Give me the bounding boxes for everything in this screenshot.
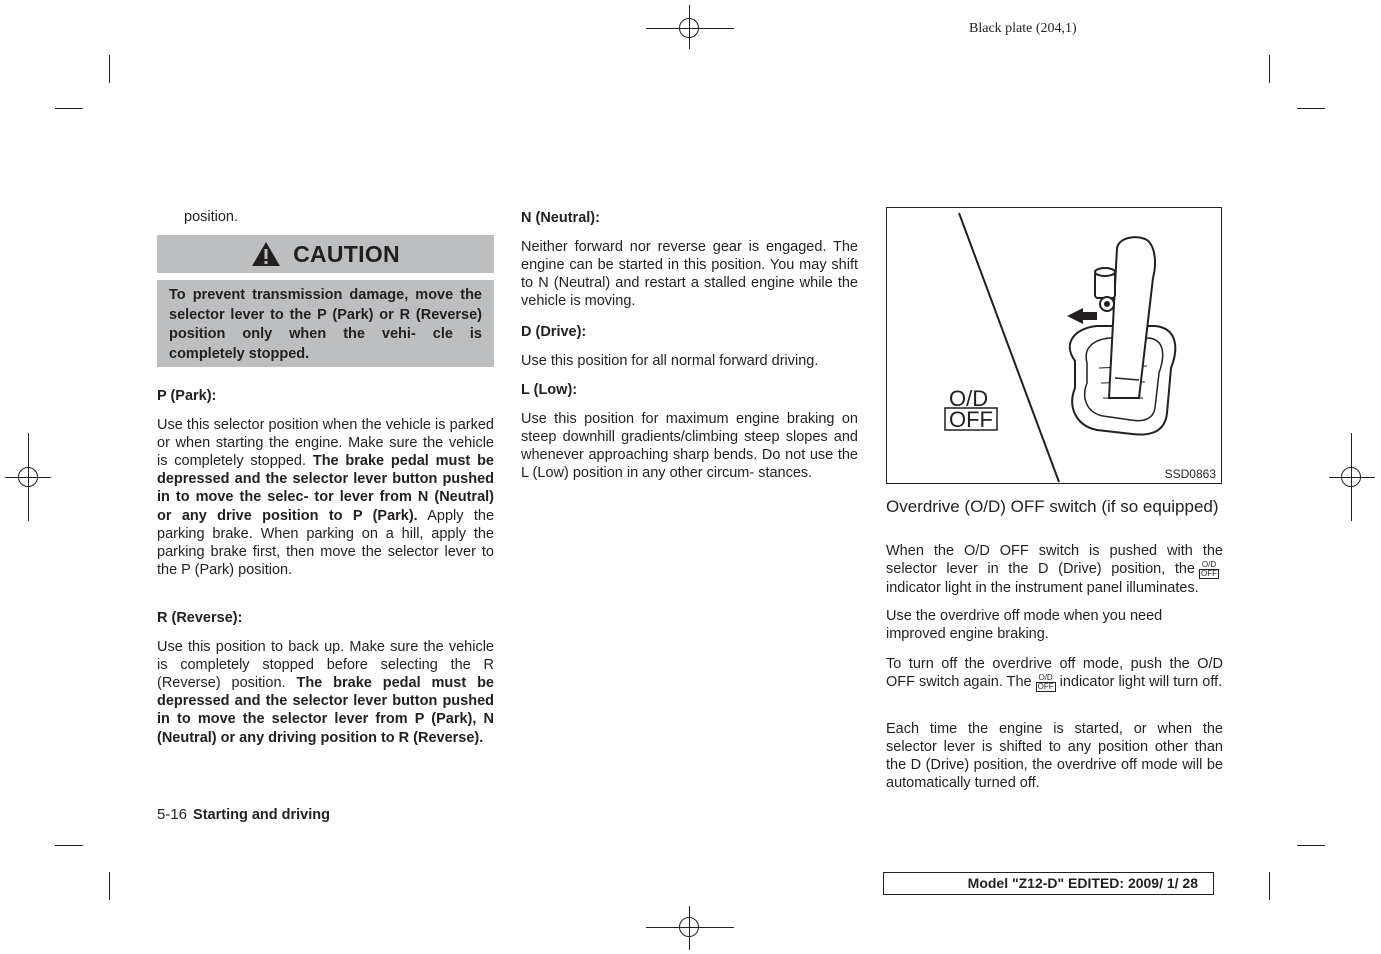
caution-label: CAUTION [293,240,400,267]
reverse-heading: R (Reverse): [157,610,243,626]
od-off-indicator-icon [1036,674,1056,692]
model-edited-box: Model "Z12-D" EDITED: 2009/ 1/ 28 [883,872,1214,895]
od-p1-text-a: When the O/D OFF switch is pushed with the selector lever in the D (Drive) position, the [886,543,1223,578]
reverse-text: Use this position to back up. Make sure the vehicle is completely stopped before selecting the R (Reverse) position. [157,639,494,692]
page-footer [157,806,330,823]
neutral-section [521,209,858,310]
figure-od-label: O/D [949,386,989,411]
figure-off-label: OFF [949,407,993,432]
low-text: Use this position for maximum engine braking on steep downhill gradients/climbing steep slopes and whenever approaching sharp bends. Do not use the L (Low) position in any other circum- stances. [521,411,858,482]
neutral-text: Neither forward nor reverse gear is engaged. The engine can be started in this position. You may shift to N (Neutral) and restart a stalled engine while the vehicle is moving. [521,239,858,310]
od-heading: Overdrive (O/D) OFF switch (if so equipped) [886,497,1219,516]
od-paragraph-3 [886,655,1223,692]
push-arrow-icon [1067,308,1097,324]
section-title: Starting and driving [193,807,330,823]
page-number: 5-16 [157,806,188,823]
od-off-indicator-icon [1199,561,1219,579]
od-p4-text: Each time the engine is started, or when the selector lever is shifted to any position other than the D (Drive) position, the overdrive off mode will be automatically turned off. [886,721,1223,792]
reverse-paragraph [157,638,494,747]
od-p3-text-a: To turn off the overdrive off mode, push the O/D OFF switch again. The [886,656,1223,691]
od-paragraph-1 [886,542,1223,597]
park-bold: The brake pedal must be depressed and the selector lever button pushed in to move the selec- tor lever from N (Neutral) or any drive position to P (Park). [157,453,494,524]
figure-code: SSD0863 [1164,467,1216,481]
park-text-2: Apply the parking brake. When parking on a hill, apply the parking brake first, then move the selector lever to the P (Park) position. [157,507,495,578]
park-text-1: Use this selector position when the vehicle is parked or when starting the engine. Make sure the vehicle is completely stopped. [157,417,494,470]
drive-heading: D (Drive): [521,324,587,340]
reverse-bold: The brake pedal must be depressed and the selector lever button pushed in to move the selector lever from P (Park), N (Neutral) or any driving position to R (Reverse). [157,675,494,746]
plate-label: Black plate (204,1) [969,21,1077,36]
lead-text: position. [184,209,239,225]
od-paragraph-2: Use the overdrive off mode when you need improved engine braking. [886,608,1163,643]
neutral-heading: N (Neutral): [521,210,600,226]
caution-header [157,235,494,273]
od-icon-top: O/D [1038,673,1053,683]
park-paragraph [157,416,494,579]
drive-text: Use this position for all normal forward driving. [521,353,819,370]
od-p1-text-b: indicator light in the instrument panel illuminates. [886,580,1199,597]
park-section [157,387,494,579]
low-heading: L (Low): [521,382,578,398]
od-p3-text-b: indicator light will turn off. [1059,674,1223,691]
park-heading: P (Park): [157,388,217,404]
od-icon-bottom: OFF [1201,569,1217,579]
low-section [521,381,858,482]
od-icon-bottom: OFF [1037,682,1054,692]
drive-section [521,323,858,370]
caution-text: To prevent transmission damage, move the selector lever to the P (Park) or R (Reverse) position only when the vehi- cle is completely stopped. [157,280,494,367]
warning-triangle-icon [251,241,281,267]
selector-lever-figure [886,207,1222,484]
selector-lever-illustration [887,208,1221,483]
od-icon-top: O/D [1201,560,1217,570]
reverse-section [157,609,494,747]
od-paragraph-4 [886,720,1223,792]
